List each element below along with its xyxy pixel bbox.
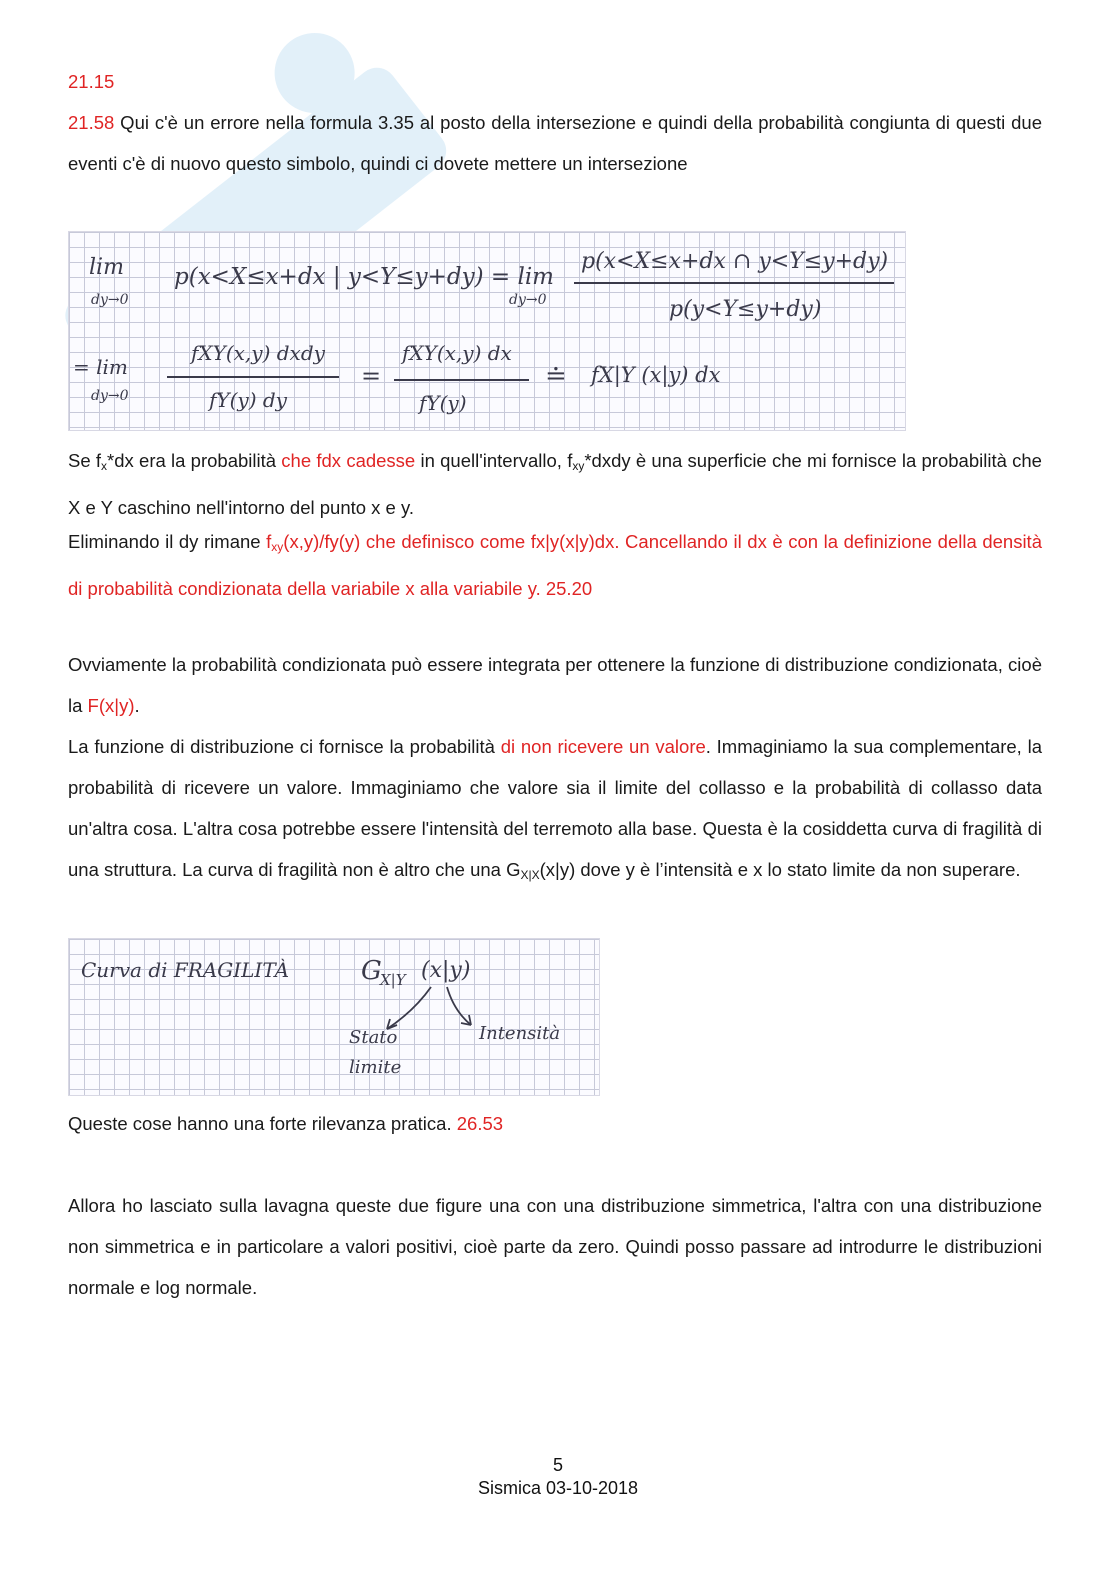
formula-marginal-denominator: p(y<Y≤y+dy)	[669, 297, 822, 322]
footer-course-date: Sismica 03-10-2018	[477, 1478, 639, 1498]
formula-denominator-2: fY(y)	[419, 391, 467, 415]
handwritten-fragility-image	[68, 938, 600, 1096]
timestamp: 21.58	[68, 112, 115, 133]
fragility-curve-label: Curva di FRAGILITÀ	[81, 958, 290, 982]
label-stato: Stato	[349, 1027, 398, 1048]
formula-conditional-prob: p(x<X≤x+dx | y<Y≤y+dy) = lim	[174, 264, 554, 290]
paragraph-fragility: La funzione di distribuzione ci fornisce la probabilità di non ricevere un valore. Immaginiamo la sua complementare, la probabilità di ricevere un valore. Immaginiamo che valore sia il limite del collasso e la probabilità di collasso data un'altra cosa. L'altra cosa potrebbe essere l'intensità del terremoto alla base. Questa è la cosiddetta curva di fragilità di una struttura. La curva di fragilità non è altro che una $G_{X|X}(x|y)$ dove y è l’intensità e x lo stato limite da non superare.	[68, 736, 1042, 882]
paragraph-density: Se $f_x*dx$ era la probabilità che fdx cadesse in quell'intervallo, $f_{xy}*dxdy$ è una superficie che mi fornisce la probabilità che X e Y caschino nell'intorno del punto x e y.	[68, 450, 1042, 518]
formula-lim-3-sub: dy→0	[91, 388, 129, 404]
paragraph-distributions: Allora ho lasciato sulla lavagna queste due figure una con una distribuzione simmetrica, l'altra con una distribuzione non simmetrica e in particolare a valori positivi, cioè parte da zero. Quindi posso passare ad introdurre le distribuzioni normale e log normale.	[68, 1195, 1042, 1298]
formula-equals: =	[361, 362, 382, 390]
paragraph-text: Qui c'è un errore nella formula 3.35 al posto della intersezione e quindi della probabilità congiunta di questi due eventi c'è di nuovo questo simbolo, quindi ci dovete mettere un intersezione	[68, 112, 1042, 174]
paragraph-error-note	[68, 102, 1042, 184]
label-limite: limite	[349, 1057, 402, 1078]
fragility-symbol-sub: X|Y	[380, 971, 406, 989]
arrow-to-state-icon	[387, 987, 431, 1029]
formula-result: fX|Y (x|y) dx	[591, 363, 721, 387]
page-number: 5	[552, 1455, 563, 1475]
formula-numerator-1: fXY(x,y) dxdy	[191, 341, 325, 365]
formula-lim-2-sub: dy→0	[509, 292, 547, 308]
label-intensita: Intensità	[479, 1023, 561, 1044]
formula-lim-1: lim	[89, 255, 124, 280]
fragility-symbol: G	[361, 956, 382, 986]
formula-denominator-1: fY(y) dy	[209, 388, 287, 412]
paragraph-conditional-distribution: Ovviamente la probabilità condizionata può essere integrata per ottenere la funzione di distribuzione condizionata, cioè la F(x|y).	[68, 654, 1042, 716]
formula-defined-as: ≐	[545, 361, 567, 391]
handwritten-formula-image	[68, 231, 906, 431]
arrow-to-intensity-icon	[447, 987, 471, 1025]
paragraph-practical-relevance: Queste cose hanno una forte rilevanza pratica. 26.53	[68, 1113, 504, 1134]
formula-lim-1-sub: dy→0	[91, 292, 129, 308]
formula-joint-numerator: p(x<X≤x+dx ∩ y<Y≤y+dy)	[581, 249, 889, 274]
paragraph-conditional-density: Eliminando il dy rimane $f_{xy}(x,y)/fy(y)$ che definisco come fx|y(x|y)dx. Cancellando il dx è con la definizione della densità di probabilità condizionata della variabile x alla variabile y. 25.20	[68, 531, 1042, 599]
timestamp-top: 21.15	[68, 71, 115, 92]
formula-lim-3: = lim	[73, 355, 128, 379]
fragility-symbol-args: (x|y)	[421, 958, 471, 983]
formula-numerator-2: fXY(x,y) dx	[402, 341, 512, 365]
